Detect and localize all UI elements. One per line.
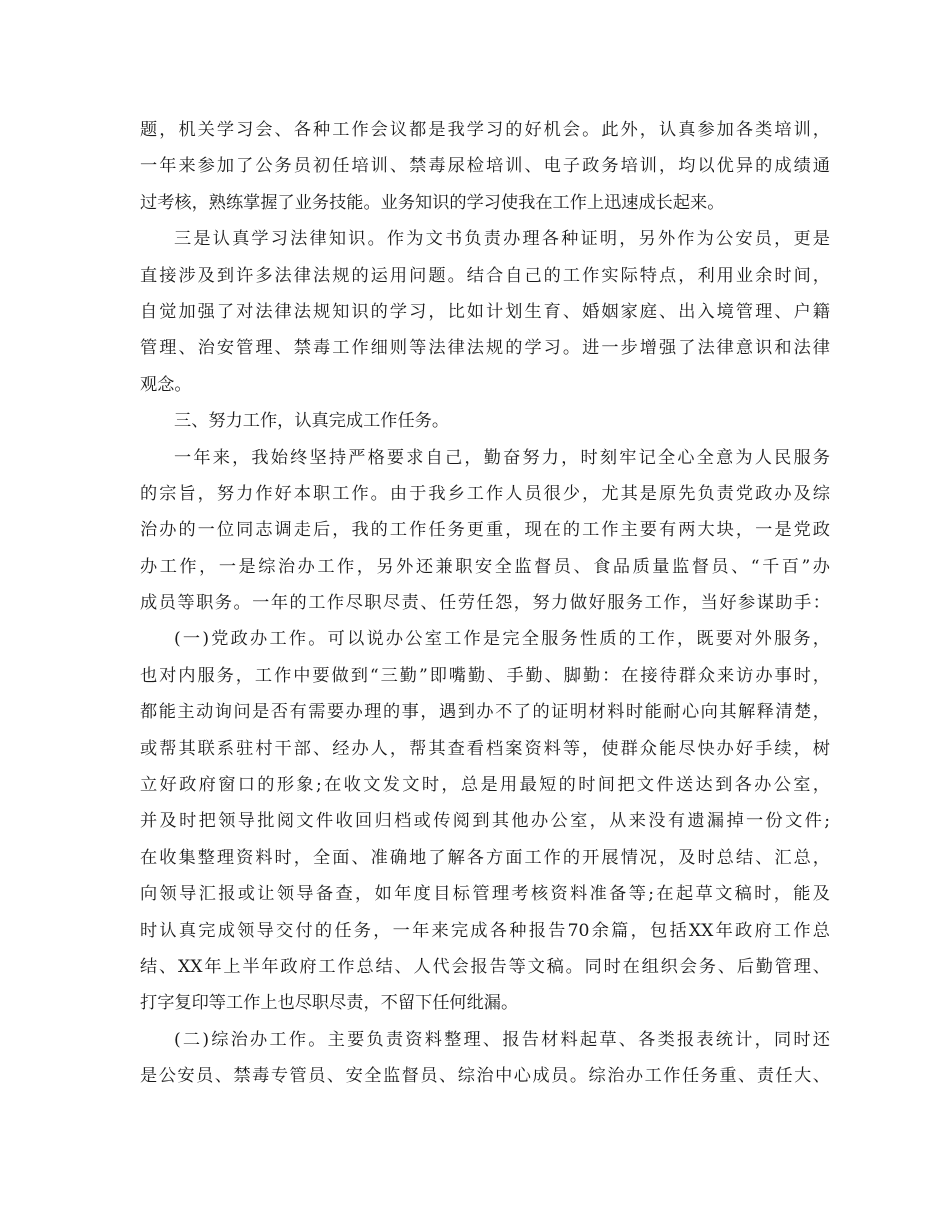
text-line: 向领导汇报或让领导备查，如年度目标管理考核资料准备等;在起草文稿时，能及 (140, 884, 830, 905)
text-line: 题，机关学习会、各种工作会议都是我学习的好机会。此外，认真参加各类培训， (140, 120, 830, 140)
section-heading: 三、努力工作，认真完成工作任务。 (174, 411, 450, 432)
paragraph-start-line: (一)党政办工作。可以说办公室工作是完全服务性质的工作，既要对外服务， (174, 629, 830, 650)
paragraph-start-line: (二)综治办工作。主要负责资料整理、报告材料起草、各类报表统计，同时还 (174, 1029, 830, 1050)
text-line: 的宗旨，努力作好本职工作。由于我乡工作人员很少，尤其是原先负责党政办及综 (140, 483, 830, 504)
text-line: 并及时把领导批阅文件收回归档或传阅到其他办公室，从来没有遗漏掉一份文件; (140, 811, 830, 832)
paragraph-start-line: 三是认真学习法律知识。作为文书负责办理各种证明，另外作为公安员，更是 (174, 229, 830, 250)
text-line: 或帮其联系驻村干部、经办人，帮其查看档案资料等，使群众能尽快办好手续，树 (140, 738, 830, 759)
text-line: 观念。 (140, 374, 192, 395)
document-body (140, 112, 830, 1095)
text-line: 时认真完成领导交付的任务，一年来完成各种报告70余篇，包括XX年政府工作总 (140, 920, 830, 941)
text-line: 办工作，一是综治办工作，另外还兼职安全监督员、食品质量监督员、“千百”办 (140, 556, 830, 577)
text-line: 自觉加强了对法律法规知识的学习，比如计划生育、婚姻家庭、出入境管理、户籍 (140, 301, 830, 322)
text-line: 打字复印等工作上也尽职尽责，不留下任何纰漏。 (140, 993, 519, 1014)
text-line: 过考核，熟练掌握了业务技能。业务知识的学习使我在工作上迅速成长起来。 (140, 192, 725, 213)
paragraph-start-line: 一年来，我始终坚持严格要求自己，勤奋努力，时刻牢记全心全意为人民服务 (174, 447, 830, 468)
text-line: 都能主动询问是否有需要办理的事，遇到办不了的证明材料时能耐心向其解释清楚， (140, 702, 830, 723)
text-line: 一年来参加了公务员初任培训、禁毒尿检培训、电子政务培训，均以优异的成绩通 (140, 156, 830, 177)
text-line: 结、XX年上半年政府工作总结、人代会报告等文稿。同时在组织会务、后勤管理、 (140, 956, 830, 977)
text-line: 是公安员、禁毒专管员、安全监督员、综治中心成员。综治办工作任务重、责任大、 (140, 1066, 830, 1087)
text-line: 直接涉及到许多法律法规的运用问题。结合自己的工作实际特点，利用业余时间， (140, 265, 830, 286)
text-line: 成员等职务。一年的工作尽职尽责、任劳任怨，努力做好服务工作，当好参谋助手： (140, 593, 830, 614)
text-line: 在收集整理资料时，全面、准确地了解各方面工作的开展情况，及时总结、汇总， (140, 847, 830, 868)
text-line: 也对内服务，工作中要做到“三勤”即嘴勤、手勤、脚勤：在接待群众来访办事时， (140, 665, 830, 686)
text-line: 立好政府窗口的形象;在收文发文时，总是用最短的时间把文件送达到各办公室， (140, 775, 830, 796)
text-line: 治办的一位同志调走后，我的工作任务更重，现在的工作主要有两大块，一是党政 (140, 520, 830, 541)
text-line: 管理、治安管理、禁毒工作细则等法律法规的学习。进一步增强了法律意识和法律 (140, 338, 830, 359)
